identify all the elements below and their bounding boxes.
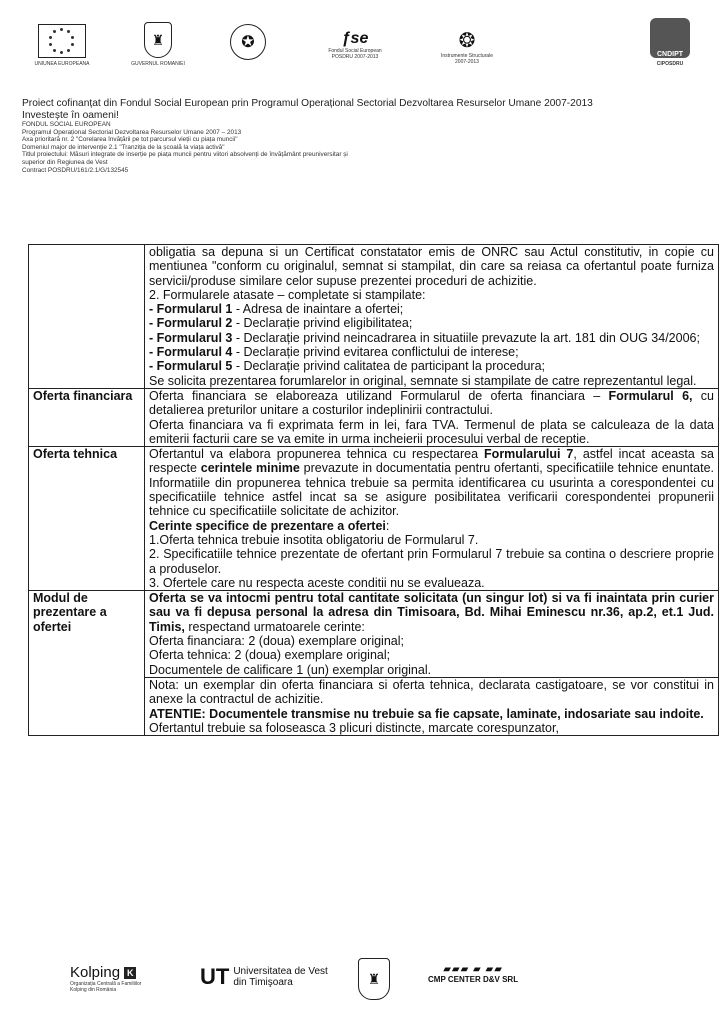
detail-line: FONDUL SOCIAL EUROPEAN	[22, 121, 111, 128]
project-line: Proiect cofinanțat din Fondul Social European prin Programul Operațional Sectorial Dezvoltarea Resurselor Umane 2007-2013	[22, 98, 593, 109]
form-item: - Formularul 2 - Declarație privind eligibilitatea;	[149, 316, 413, 331]
row-label-presentation: Modul de prezentare a ofertei	[29, 591, 145, 736]
envelopes-paragraph: Ofertantul trebuie sa foloseasca 3 plicuri distincte, marcate corespunzator,	[149, 720, 559, 735]
kolping-sub-2: Kolping din România	[70, 987, 117, 993]
fse-mark-icon: ƒse	[341, 30, 369, 47]
attention-paragraph: ATENTIE: Documentele transmise nu trebuie sa fie capsate, laminate, indosariate sau indoite.	[149, 706, 704, 721]
uvt-mark-icon: UT	[200, 964, 230, 989]
gov-caption: GUVERNUL ROMANIEI	[131, 61, 185, 67]
detail-line: Contract POSDRU/161/2.1/G/132545	[22, 166, 129, 174]
cmp-logo	[428, 964, 518, 984]
cnd-caption: CIPOSDRU	[656, 61, 684, 67]
detail-line: Titlul proiectului: Măsuri integrate de inserție pe piața muncii pentru viitori absolvenți de învățământ preuniversitar și	[22, 151, 348, 159]
uvt-logo	[200, 964, 328, 990]
presentation-content	[145, 591, 719, 678]
technical-offer-content	[145, 447, 719, 591]
seal-icon: ✪	[230, 24, 266, 60]
original-forms-note: Se solicita prezentarea forumlarelor in original, semnate si stampilate de catre reprezentantul legal.	[149, 373, 697, 388]
copies-item: Oferta financiara: 2 (doua) exemplare original;	[149, 634, 404, 649]
specific-requirements-heading: Cerinte specifice de prezentare a ofertei:	[149, 518, 390, 533]
requirement-item: 1.Oferta tehnica trebuie insotita obligatoriu de Formularul 7.	[149, 532, 479, 547]
detail-line: Domeniul major de intervenție 2.1 "Tranziția de la școală la viața activă"	[22, 143, 225, 151]
copies-item: Oferta tehnica: 2 (doua) exemplare original;	[149, 648, 391, 663]
uvt-name-2: din Timişoara	[233, 977, 293, 988]
row-label-empty	[29, 245, 145, 389]
eu-flag-icon	[38, 24, 86, 58]
eu-caption: UNIUNEA EUROPEANA	[34, 61, 90, 67]
row-label-financial-offer: Oferta financiara	[29, 388, 145, 446]
fse-caption-2: POSDRU 2007-2013	[331, 54, 379, 60]
table-row-financial-offer	[29, 388, 719, 446]
is-caption-2: 2007-2013	[455, 59, 479, 65]
kolping-sub-1: Organizația Centrală a Familiilor	[70, 981, 142, 987]
kolping-logo	[70, 964, 141, 993]
cmp-name: CMP CENTER D&V SRL	[428, 975, 519, 984]
form-item: - Formularul 4 - Declarație privind evitarea conflictului de interese;	[149, 345, 519, 360]
partner-logos-header	[0, 18, 724, 96]
documents-content	[145, 245, 719, 389]
form-item: - Formularul 3 - Declarație privind neincadrarea in situatiile prevazute la art. 181 din OUG 34/2006;	[149, 330, 700, 345]
requirement-item: 2. Specificatiile tehnice prezentate de ofertant prin Formularul 7 trebuie sa contina o descriere proprie a produselor.	[149, 547, 714, 576]
gov-logo	[118, 22, 198, 67]
note-content	[145, 677, 719, 735]
kolping-name: Kolping	[70, 964, 121, 981]
payment-terms-paragraph: Oferta financiara va fi exprimata ferm in lei, fara TVA. Termenul de plata se calculeaza de la data emiterii facturii care se va emite in urma incheierii procesului verbal de receptie.	[149, 417, 714, 446]
detail-line: superior din Regiunea de Vest	[22, 158, 108, 166]
uvt-name-1: Universitatea de Vest	[233, 966, 328, 977]
cnd-mark: CNDIPT	[650, 18, 690, 58]
eu-logo	[22, 24, 102, 67]
project-header	[22, 98, 712, 174]
cnd-logo	[640, 18, 700, 67]
ministry-seal-logo	[228, 24, 268, 63]
financial-offer-paragraph: Oferta financiara se elaboreaza utilizand Formularul de oferta financiara – Formularul 6, cu detalierea preturilor unitare a costurilor indeplinirii contractului.	[149, 388, 714, 418]
fse-caption-1: Fondul Social European	[328, 48, 382, 54]
financial-offer-content	[145, 388, 719, 446]
cmp-mark-icon: ▰▰▰ ▰ ▰▰	[443, 964, 503, 975]
note-paragraph: Nota: un exemplar din oferta financiara si oferta tehnica, declarata castigatoare, se vor constitui in anexe la contractul de achizitie.	[149, 677, 714, 707]
table-row-presentation	[29, 591, 719, 678]
is-caption-1: Instrumente Structurale	[441, 53, 493, 59]
technical-offer-paragraph: Ofertantul va elabora propunerea tehnica cu respectarea Formularului 7, astfel incat aceasta sa respecte cerintele minime prevazute in documentatia pentru ofertanti, specificatiile tehnice enuntate. Informatiile din propunerea tehnica trebuie sa permita identificarea cu usurinta a corespondentei cu specificatiile tehnice astfel incat sa se asigure posibilitatea verificarii corespondentei propunerii tehnice cu specificatiile solicitate de achizitor.	[149, 447, 714, 519]
project-details	[22, 121, 712, 174]
procurement-table	[28, 244, 719, 736]
structural-instruments-logo	[422, 28, 512, 65]
forms-heading: 2. Formularele atasate – completate si stampilate:	[149, 287, 426, 302]
row-label-technical-offer: Oferta tehnica	[29, 447, 145, 591]
table-row-documents	[29, 245, 719, 389]
timis-coat-of-arms-icon: ♜	[358, 958, 390, 1000]
kolping-k-icon: K	[124, 967, 136, 979]
certificate-text: obligatia sa depuna si un Certificat constatator emis de ONRC sau Actul constitutiv, in copie cu mentiunea "conform cu originalul, semnat si stampilat, din care sa reiasa ca ofertantul poate furniza servicii/produse similare celor supuse prezentei proceduri de achizitie.	[149, 245, 714, 288]
copies-item: Documentele de calificare 1 (un) exemplar original.	[149, 662, 432, 677]
structural-instruments-icon: ❂	[458, 30, 476, 52]
form-item: - Formularul 5 - Declarație privind calitatea de participant la procedura;	[149, 359, 546, 374]
form-item: - Formularul 1 - Adresa de inaintare a ofertei;	[149, 302, 404, 317]
project-tagline: Investește în oameni!	[22, 109, 119, 121]
table-row-technical-offer	[29, 447, 719, 591]
requirement-item: 3. Ofertele care nu respecta aceste conditii nu se evalueaza.	[149, 575, 485, 590]
partner-logos-footer	[0, 954, 724, 1024]
detail-line: Axa prioritară nr. 2 "Corelarea învățării pe tot parcursul vieții cu piața muncii"	[22, 136, 238, 144]
detail-line: Programul Operațional Sectorial Dezvoltarea Resurselor Umane 2007 – 2013	[22, 128, 242, 136]
presentation-paragraph: Oferta se va intocmi pentru total cantitate solicitata (un singur lot) si va fi inaintata prin curier sau va fi depusa personal la adresa din Timisoara, Bd. Mihai Eminescu nr.36, ap.2, et.1 Jud. Timis, respectand urmatoarele cerinte:	[149, 591, 714, 634]
coat-of-arms-icon: ♜	[144, 22, 172, 58]
fse-logo	[300, 30, 410, 60]
